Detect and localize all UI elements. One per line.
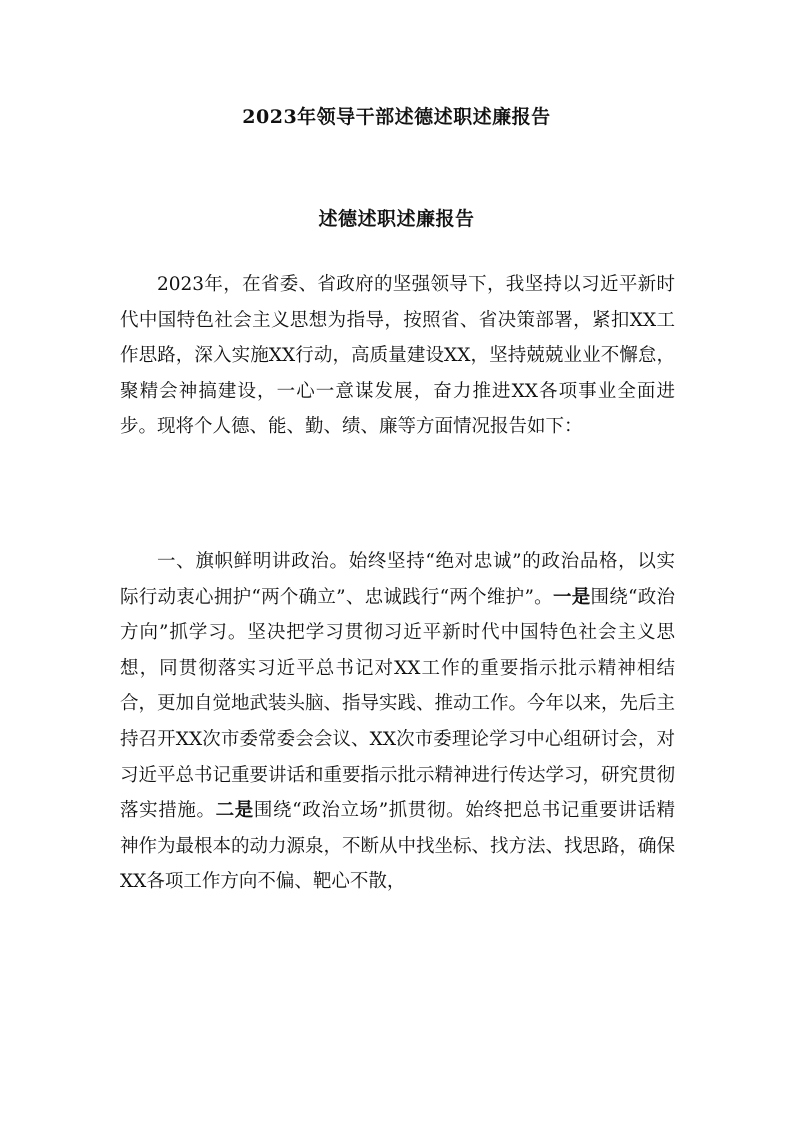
point-one-label: 一是 <box>552 586 591 608</box>
document-title: 2023年领导干部述德述职述廉报告 <box>242 106 551 128</box>
point-two-label: 二是 <box>215 800 254 822</box>
paragraph-intro: 2023年，在省委、省政府的坚强领导下，我坚持以习近平新时代中国特色社会主义思想为指导，按照省、省决策部署，紧扣XX工作思路，深入实施XX行动，高质量建设XX，坚持兢兢业业不懈怠，聚精会神搞建设，一心一意谋发展，奋力推进XX各项事业全面进步。现将个人德、能、勤、绩、廉等方面情况报告如下： <box>120 274 675 438</box>
point-one-text: 围绕“政治方向”抓学习。坚决把学习贯彻习近平新时代中国特色社会主义思想，同贯彻落实习近平总书记对XX工作的重要指示批示精神相结合，更加自觉地武装头脑、指导实践、推动工作。今年以来，先后主持召开XX次市委常委会会议、XX次市委理论学习中心组研讨会，对习近平总书记重要讲话和重要指示批示精神进行传达学习，研究贯彻落实措施。 <box>120 586 676 822</box>
point-two-text: 围绕“政治立场”抓贯彻。始终把总书记重要讲话精神作为最根本的动力源泉，不断从中找坐标、找方法、找思路，确保XX各项工作方向不偏、靶心不散， <box>120 800 676 893</box>
section-one-intro: 一、旗帜鲜明讲政治。始终坚持“绝对忠诚”的政治品格，以实际行动衷心拥护“两个确立”、忠诚践行“两个维护”。 <box>120 551 675 608</box>
document-subtitle: 述德述职述廉报告 <box>318 208 475 230</box>
paragraph-section-one <box>120 544 675 900</box>
